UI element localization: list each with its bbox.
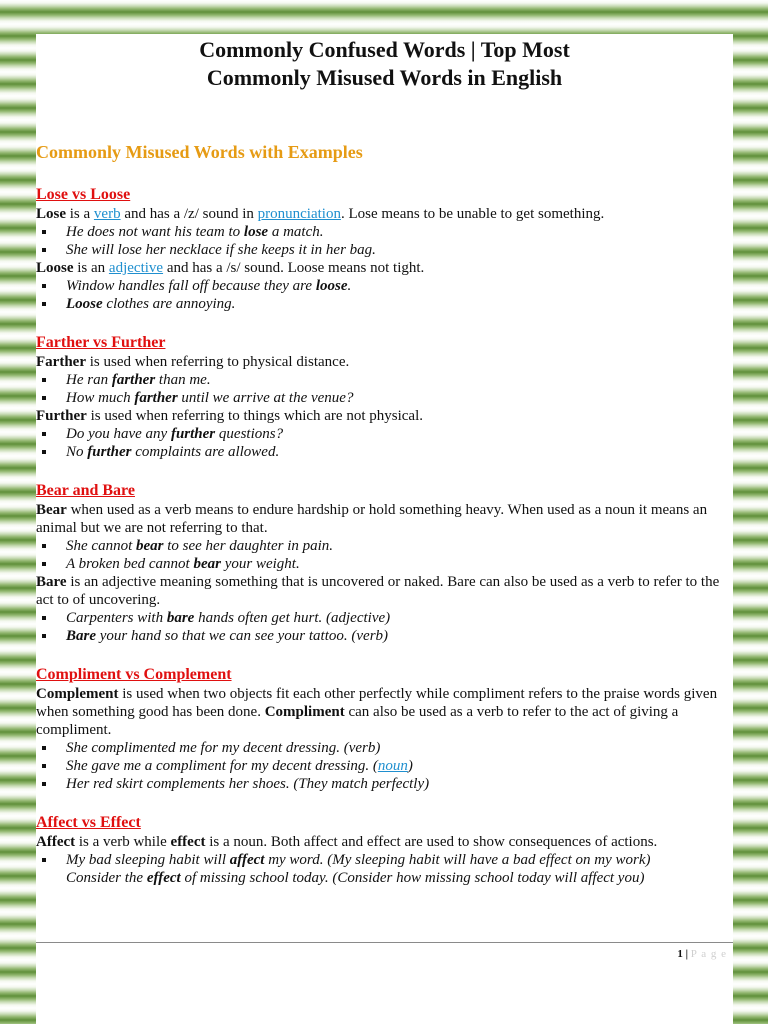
bear-definition: Bear when used as a verb means to endure hardship or hold something heavy. When used as a noun it means an animal but we are not referring to that. [36, 502, 708, 536]
verb-link[interactable]: verb [93, 206, 121, 222]
list-item: A broken bed cannot bear your weight. [36, 555, 733, 573]
list-item: Carpenters with bare hands often get hurt. (adjective) [36, 609, 733, 627]
page-title [36, 36, 733, 92]
list-item: She will lose her necklace if she keeps it in her bag. [36, 241, 733, 259]
list-item: She gave me a compliment for my decent dressing. (noun) [36, 757, 733, 775]
list-item: She complimented me for my decent dressing. (verb) [36, 739, 733, 757]
lose-examples [36, 223, 733, 259]
further-definition: Further is used when referring to things which are not physical. [36, 408, 423, 424]
page-footer: 1 | P a g e [677, 948, 727, 960]
list-item: He ran farther than me. [36, 371, 733, 389]
adjective-link[interactable]: adjective [108, 260, 164, 276]
bare-examples [36, 609, 733, 645]
bear-bare-title: Bear and Bare [36, 482, 135, 499]
list-item: Do you have any further questions? [36, 425, 733, 443]
lose-definition: Lose is a verb and has a /z/ sound in pronunciation. Lose means to be unable to get something. [36, 206, 605, 222]
section-heading: Commonly Misused Words with Examples [36, 142, 363, 162]
list-item: He does not want his team to lose a match. [36, 223, 733, 241]
list-item: Loose clothes are annoying. [36, 295, 733, 313]
list-item: Bare your hand so that we can see your tattoo. (verb) [36, 627, 733, 645]
affect-examples [36, 851, 733, 887]
further-examples [36, 425, 733, 461]
bare-definition: Bare is an adjective meaning something that is uncovered or naked. Bare can also be used as a verb to refer to the act to of uncovering. [36, 574, 720, 608]
noun-link[interactable]: noun [377, 758, 408, 774]
pronunciation-link[interactable]: pronunciation [257, 206, 341, 222]
list-item: How much farther until we arrive at the venue? [36, 389, 733, 407]
content-body [36, 185, 733, 887]
bear-examples [36, 537, 733, 573]
compliment-examples [36, 739, 733, 793]
list-item: She cannot bear to see her daughter in pain. [36, 537, 733, 555]
list-item: Consider the effect of missing school today. (Consider how missing school today will affect you) [66, 870, 645, 886]
title-line-1: Commonly Confused Words | Top Most [199, 37, 570, 62]
farther-examples [36, 371, 733, 407]
loose-definition: Loose is an adjective and has a /s/ sound. Loose means not tight. [36, 260, 425, 276]
farther-further-title: Farther vs Further [36, 334, 166, 351]
page-label: P a g e [690, 948, 727, 960]
list-item: My bad sleeping habit will affect my word. (My sleeping habit will have a bad effect on my work) [36, 851, 733, 869]
loose-examples [36, 277, 733, 313]
title-line-2: Commonly Misused Words in English [206, 65, 563, 90]
complement-definition: Complement is used when two objects fit each other perfectly while compliment refers to the praise words given when something good has been done. Compliment can also be used as a verb to refer to the act of giving a compliment. [36, 686, 718, 738]
lose-loose-title: Lose vs Loose [36, 186, 131, 203]
list-item: No further complaints are allowed. [36, 443, 733, 461]
list-item: Her red skirt complements her shoes. (They match perfectly) [36, 775, 733, 793]
list-item: Window handles fall off because they are loose. [36, 277, 733, 295]
footer-divider [36, 942, 733, 943]
affect-effect-title: Affect vs Effect [36, 814, 141, 831]
affect-definition: Affect is a verb while effect is a noun. Both affect and effect are used to show consequences of actions. [36, 834, 658, 850]
page-number: 1 [677, 948, 683, 960]
document-page [36, 34, 733, 1024]
farther-definition: Farther is used when referring to physical distance. [36, 354, 350, 370]
compliment-complement-title: Compliment vs Complement [36, 666, 232, 683]
